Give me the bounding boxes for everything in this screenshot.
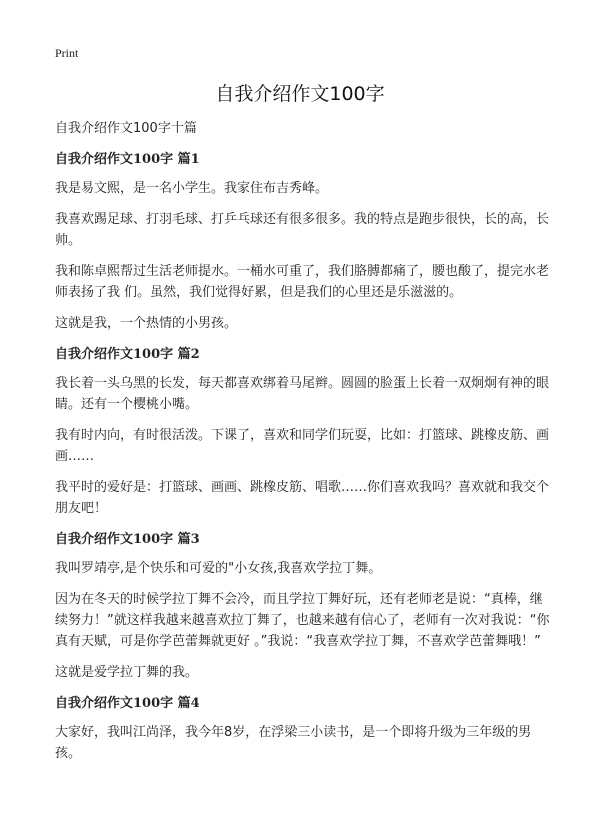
paragraph: 我喜欢踢足球、打羽毛球、打乒乓球还有很多很多。我的特点是跑步很快，长的高，长帅。 <box>55 212 550 248</box>
section-heading: 自我介绍作文100字 篇1 <box>55 152 200 167</box>
section-heading: 自我介绍作文100字 篇2 <box>55 347 200 362</box>
paragraph: 我有时内向，有时很活泼。下课了，喜欢和同学们玩耍，比如：打篮球、跳橡皮筋、画画…… <box>55 428 550 464</box>
paragraph: 大家好，我叫江尚泽，我今年8岁，在浮梁三小读书，是一个即将升级为三年级的男孩。 <box>55 725 532 761</box>
section-2 <box>55 344 550 519</box>
paragraph: 我是易文熙，是一名小学生。我家住布吉秀峰。 <box>55 181 329 196</box>
section-3 <box>55 529 550 683</box>
section-4 <box>55 693 550 764</box>
paragraph: 我长着一头乌黑的长发，每天都喜欢绑着马尾辫。圆圆的脸蛋上长着一双炯炯有神的眼睛。还有一个樱桃小嘴。 <box>55 376 550 412</box>
section-heading: 自我介绍作文100字 篇3 <box>55 532 200 547</box>
paragraph: 这就是爱学拉丁舞的我。 <box>55 665 199 680</box>
paragraph: 我叫罗靖亭,是个快乐和可爱的"小女孩,我喜欢学拉丁舞。 <box>55 561 382 576</box>
document-subtitle: 自我介绍作文100字十篇 <box>55 121 197 136</box>
paragraph: 因为在冬天的时候学拉丁舞不会冷，而且学拉丁舞好玩，还有老师老是说：“真棒，继续努力！”就这样我越来越喜欢拉丁舞了，也越来越有信心了，老师有一次对我说：“你真有天赋，可是你学芭蕾舞就更好 。”我说：“我喜欢学拉丁舞，不喜欢学芭蕾舞哦！” <box>55 592 550 649</box>
page-title: 自我介绍作文100字 <box>215 83 385 105</box>
print-link[interactable]: Print <box>55 46 79 60</box>
paragraph: 这就是我，一个热情的小男孩。 <box>55 316 238 331</box>
document-body <box>55 118 550 774</box>
section-heading: 自我介绍作文100字 篇4 <box>55 696 200 711</box>
section-1 <box>55 149 550 334</box>
paragraph: 我平时的爱好是：打篮球、画画、跳橡皮筋、唱歌……你们喜欢我吗？喜欢就和我交个朋友吧！ <box>55 480 550 516</box>
paragraph: 我和陈卓熙帮过生活老师提水。一桶水可重了，我们胳膊都痛了，腰也酸了，提完水老师表扬了我 们。虽然，我们觉得好累，但是我们的心里还是乐滋滋的。 <box>55 264 550 300</box>
